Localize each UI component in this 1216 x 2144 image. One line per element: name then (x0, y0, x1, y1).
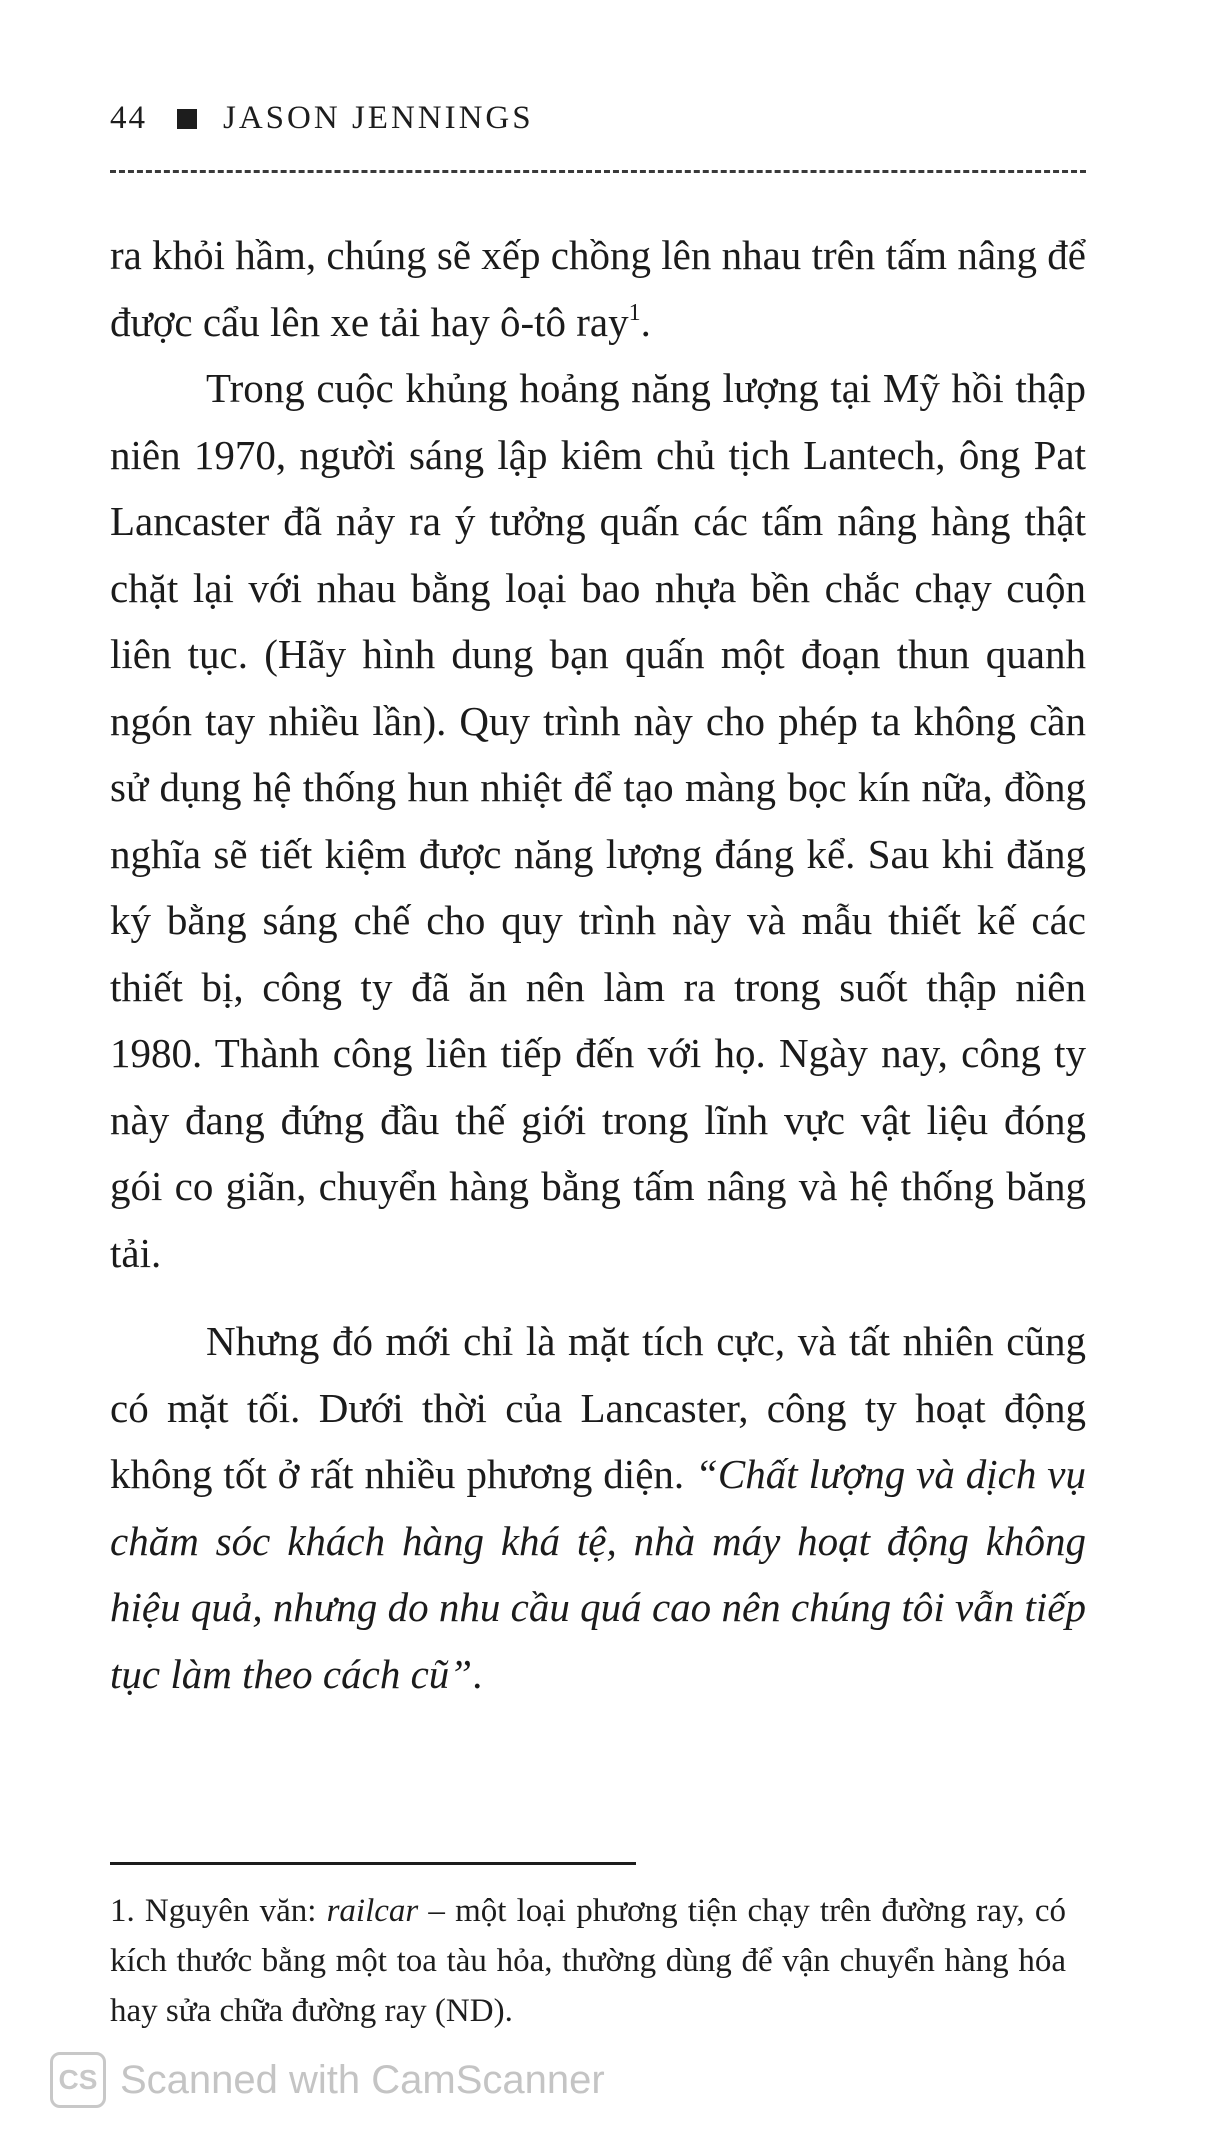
watermark-text: Scanned with CamScanner (120, 2057, 605, 2102)
footnote-text: – một loại phương tiện chạy trên đường ray, có kích thước bằng một toa tàu hỏa, thường dùng để vận chuyển hàng hóa hay sửa chữa đường ray (ND). (110, 1893, 1066, 2029)
page-number: 44 (110, 100, 147, 136)
footnote-term: railcar (326, 1893, 419, 1929)
italic-quote: “Chất lượng và dịch vụ chăm sóc khách hàng khá tệ, nhà máy hoạt động không hiệu quả, nhưng do nhu cầu quá cao nên chúng tôi vẫn tiếp tục làm theo cách cũ” (110, 1451, 1086, 1697)
author-name: JASON JENNINGS (223, 100, 534, 136)
paragraph-lantech-history: Trong cuộc khủng hoảng năng lượng tại Mỹ hồi thập niên 1970, người sáng lập kiêm chủ tịch Lantech, ông Pat Lancaster đã nảy ra ý tưởng quấn các tấm nâng hàng thật chặt lại với nhau bằng loại bao nhựa bền chắc chạy cuộn liên tục. (Hãy hình dung bạn quấn một đoạn thun quanh ngón tay nhiều lần). Quy trình này cho phép ta không cần sử dụng hệ thống hun nhiệt để tạo màng bọc kín nữa, đồng nghĩa sẽ tiết kiệm được năng lượng đáng kể. Sau khi đăng ký bằng sáng chế cho quy trình này và mẫu thiết kế các thiết bị, công ty đã ăn nên làm ra trong suốt thập niên 1980. Thành công liên tiếp đến với họ. Ngày nay, công ty này đang đứng đầu thế giới trong lĩnh vực vật liệu đóng gói co giãn, chuyển hàng bằng tấm nâng và hệ thống băng tải. (110, 365, 1086, 1276)
footnote (110, 1886, 1066, 2036)
body-text (110, 222, 1086, 1707)
running-header (110, 100, 534, 137)
paragraph-text: Nhưng đó mới chỉ là mặt tích cực, và tất nhiên cũng có mặt tối. Dưới thời của Lancaster, công ty hoạt động không tốt ở rất nhiều phương diện. (110, 1318, 1086, 1497)
paragraph-punct: . (640, 298, 651, 345)
footnote-reference: 1 (628, 299, 641, 326)
header-square-bullet (177, 109, 197, 129)
footnote-marker: 1. Nguyên văn: (110, 1893, 327, 1929)
scanner-watermark (50, 2052, 605, 2108)
camscanner-logo-icon: CS (50, 2052, 106, 2108)
paragraph-continuation (110, 222, 1086, 355)
header-dashed-rule (110, 170, 1086, 173)
paragraph-text: ra khỏi hầm, chúng sẽ xếp chồng lên nhau trên tấm nâng để được cẩu lên xe tải hay ô-tô ray (110, 232, 1086, 345)
paragraph-punct: . (472, 1650, 483, 1697)
footnote-rule (110, 1862, 636, 1865)
paragraph-dark-side (110, 1308, 1086, 1707)
